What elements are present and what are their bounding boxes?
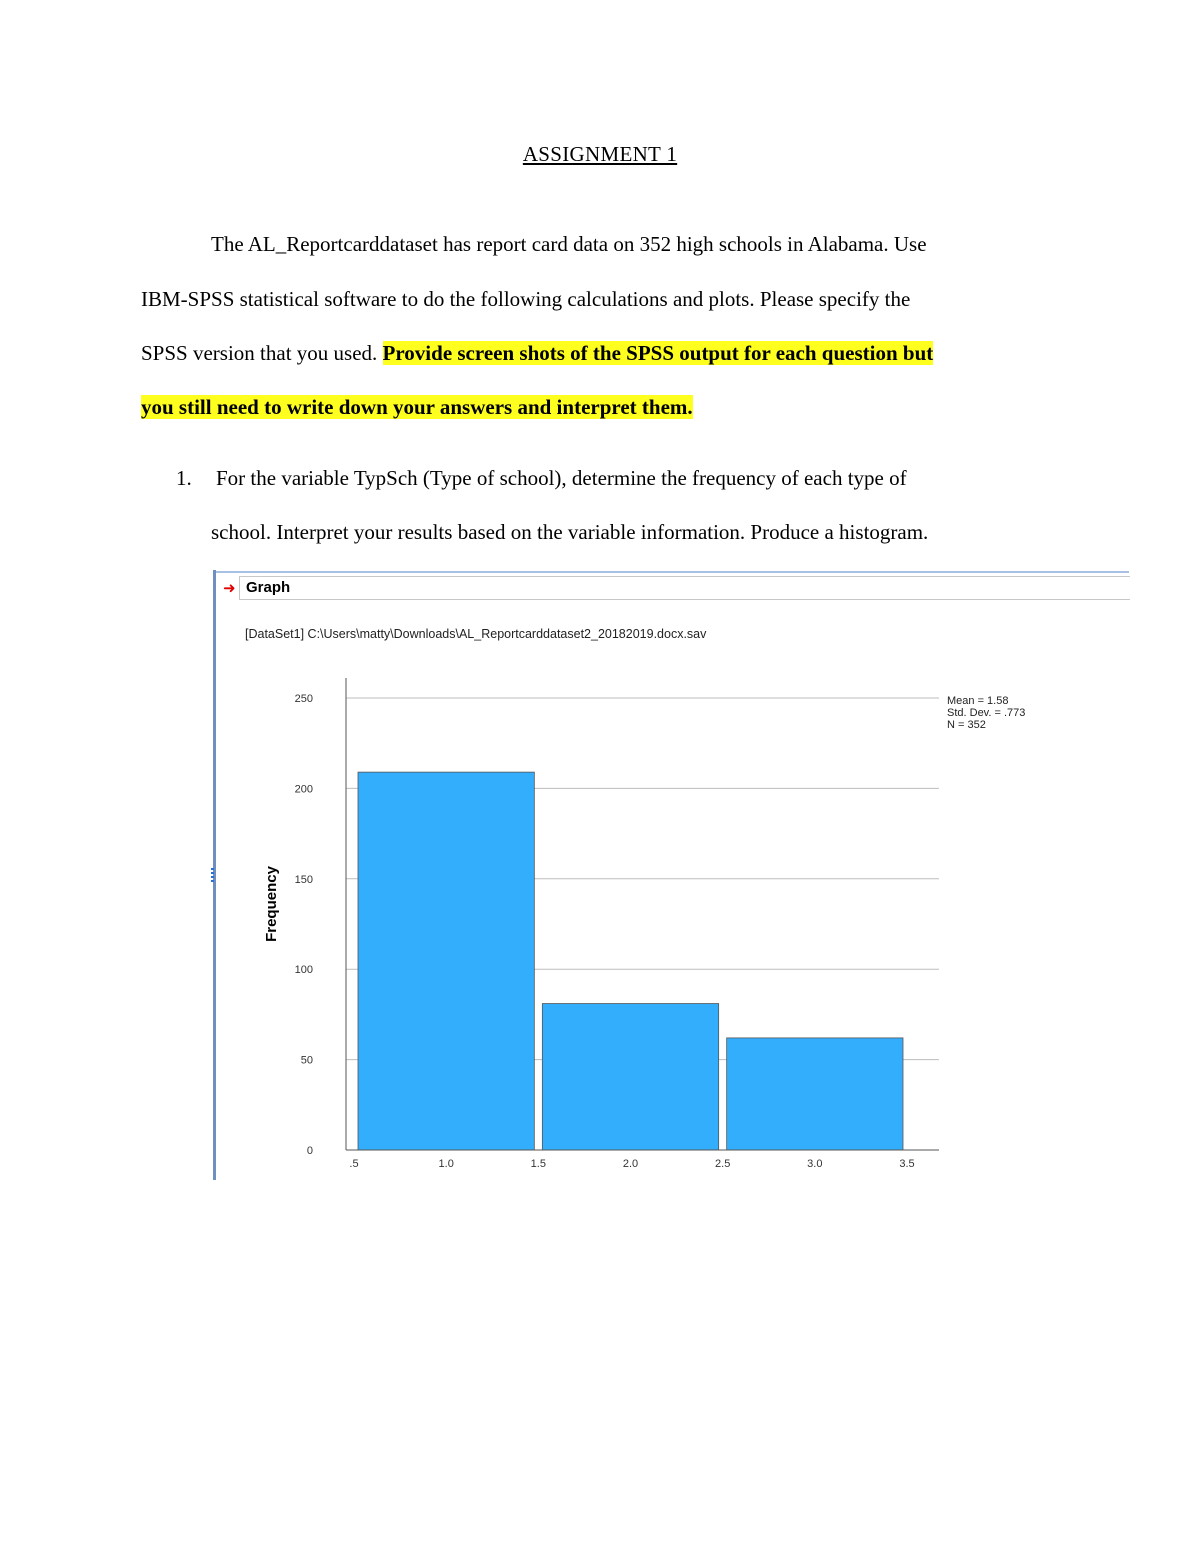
- y-axis-label: Frequency: [263, 866, 280, 942]
- y-tick-label-50: 50: [300, 1054, 313, 1067]
- x-tick-label-2.0: 2.0: [622, 1158, 639, 1170]
- y-tick-label-100: 100: [294, 964, 313, 977]
- dataset-path: [DataSet1] C:\Users\matty\Downloads\AL_Reportcarddataset2_20182019.docx.sav: [245, 627, 707, 641]
- red-arrow-icon: ➜: [223, 580, 236, 597]
- histogram-bar-2: [542, 1004, 718, 1150]
- highlight-text-2: you still need to write down your answers and interpret them.: [141, 395, 693, 419]
- x-tick-label-3.0: 3.0: [807, 1158, 823, 1170]
- intro-line-4: [141, 395, 693, 420]
- x-tick-label-.5: .5: [349, 1158, 359, 1170]
- intro-line-1: The AL_Reportcarddataset has report card data on 352 high schools in Alabama. Use: [211, 232, 927, 256]
- y-tick-label-250: 250: [294, 693, 313, 705]
- x-tick-label-2.5: 2.5: [715, 1158, 731, 1170]
- x-tick-label-1.5: 1.5: [530, 1158, 546, 1170]
- assignment-title: ASSIGNMENT 1: [522, 142, 678, 166]
- x-tick-label-3.5: 3.5: [899, 1158, 915, 1170]
- intro-line-3: [141, 341, 933, 366]
- spss-output-screenshot: [213, 570, 1129, 1180]
- stats-line-1: Mean = 1.58: [947, 695, 1009, 707]
- x-tick-label-1.0: 1.0: [438, 1158, 454, 1170]
- stats-line-3: N = 352: [947, 719, 986, 731]
- stats-line-2: Std. Dev. = .773: [947, 707, 1026, 719]
- question-1-number: 1.: [176, 466, 192, 490]
- y-tick-label-200: 200: [294, 783, 313, 796]
- y-tick-label-0: 0: [306, 1145, 313, 1157]
- resize-handle[interactable]: [211, 868, 214, 884]
- histogram-bar-1: [358, 772, 534, 1150]
- histogram-chart: [253, 670, 1093, 1180]
- highlight-text-1: Provide screen shots of the SPSS output for each question but: [382, 341, 934, 365]
- spss-top-border: [216, 571, 1129, 573]
- spss-graph-header-label: Graph: [246, 579, 291, 596]
- histogram-bar-3: [727, 1038, 903, 1150]
- intro-line-3-text: SPSS version that you used.: [141, 341, 383, 365]
- question-1-line-2: school. Interpret your results based on the variable information. Produce a histogram.: [211, 520, 929, 544]
- question-1-line-1: For the variable TypSch (Type of school), determine the frequency of each type of: [216, 466, 907, 490]
- spss-graph-header[interactable]: [239, 576, 1130, 600]
- y-tick-label-150: 150: [294, 873, 313, 886]
- intro-line-2: IBM-SPSS statistical software to do the following calculations and plots. Please specify the: [141, 287, 911, 311]
